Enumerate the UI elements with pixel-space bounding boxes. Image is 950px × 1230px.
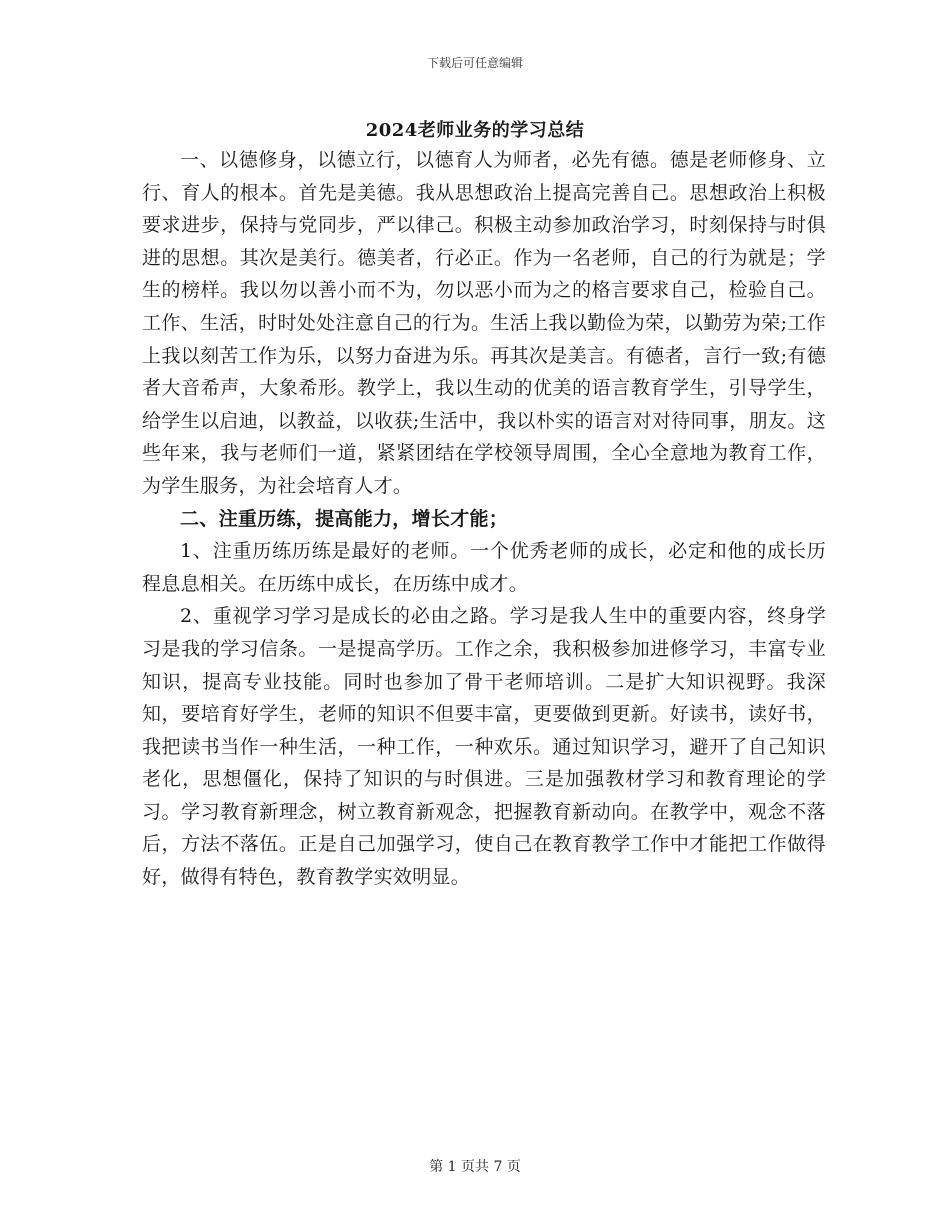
section-heading-2: 二、注重历练，提高能力，增长才能； [180, 507, 509, 530]
paragraph-2-2: 2、重视学习学习是成长的必由之路。学习是我人生中的重要内容，终身学习是我的学习信条。一是提高学历。工作之余，我积极参加进修学习，丰富专业知识，提高专业技能。同时也参加了骨干老师培训。二是扩大知识视野。我深知，要培育好学生，老师的知识不但要丰富，更要做到更新。好读书，读好书，我把读书当作一种生活，一种工作，一种欢乐。通过知识学习，避开了自己知识老化，思想僵化，保持了知识的与时俱进。三是加强教材学习和教育理论的学习。学习教育新理念，树立教育新观念，把握教育新动向。在教学中，观念不落后，方法不落伍。正是自己加强学习，使自己在教育教学工作中才能把工作做得好，做得有特色，教育教学实效明显。 [142, 605, 826, 889]
document-title: 2024老师业务的学习总结 [365, 120, 585, 141]
page-number-footer: 第 1 页共 7 页 [429, 1159, 521, 1175]
header-note: 下载后可任意编辑 [426, 56, 523, 70]
paragraph-1: 一、以德修身，以德立行，以德育人为师者，必先有德。德是老师修身、立行、育人的根本。首先是美德。我从思想政治上提高完善自己。思想政治上积极要求进步，保持与党同步，严以律己。积极主动参加政治学习，时刻保持与时俱进的思想。其次是美行。德美者，行必正。作为一名老师，自己的行为就是；学生的榜样。我以勿以善小而不为，勿以恶小而为之的格言要求自己，检验自己。工作、生活，时时处处注意自己的行为。生活上我以勤俭为荣，以勤劳为荣;工作上我以刻苦工作为乐，以努力奋进为乐。再其次是美言。有德者，言行一致;有德者大音希声，大象希形。教学上，我以生动的优美的语言教育学生，引导学生，给学生以启迪，以教益，以收获;生活中，我以朴实的语言对对待同事，朋友。这些年来，我与老师们一道，紧紧团结在学校领导周围，全心全意地为教育工作，为学生服务，为社会培育人才。 [142, 149, 826, 497]
paragraph-2-1: 1、注重历练历练是最好的老师。一个优秀老师的成长，必定和他的成长历程息息相关。在历练中成长，在历练中成才。 [142, 540, 826, 595]
document-body [142, 144, 826, 894]
